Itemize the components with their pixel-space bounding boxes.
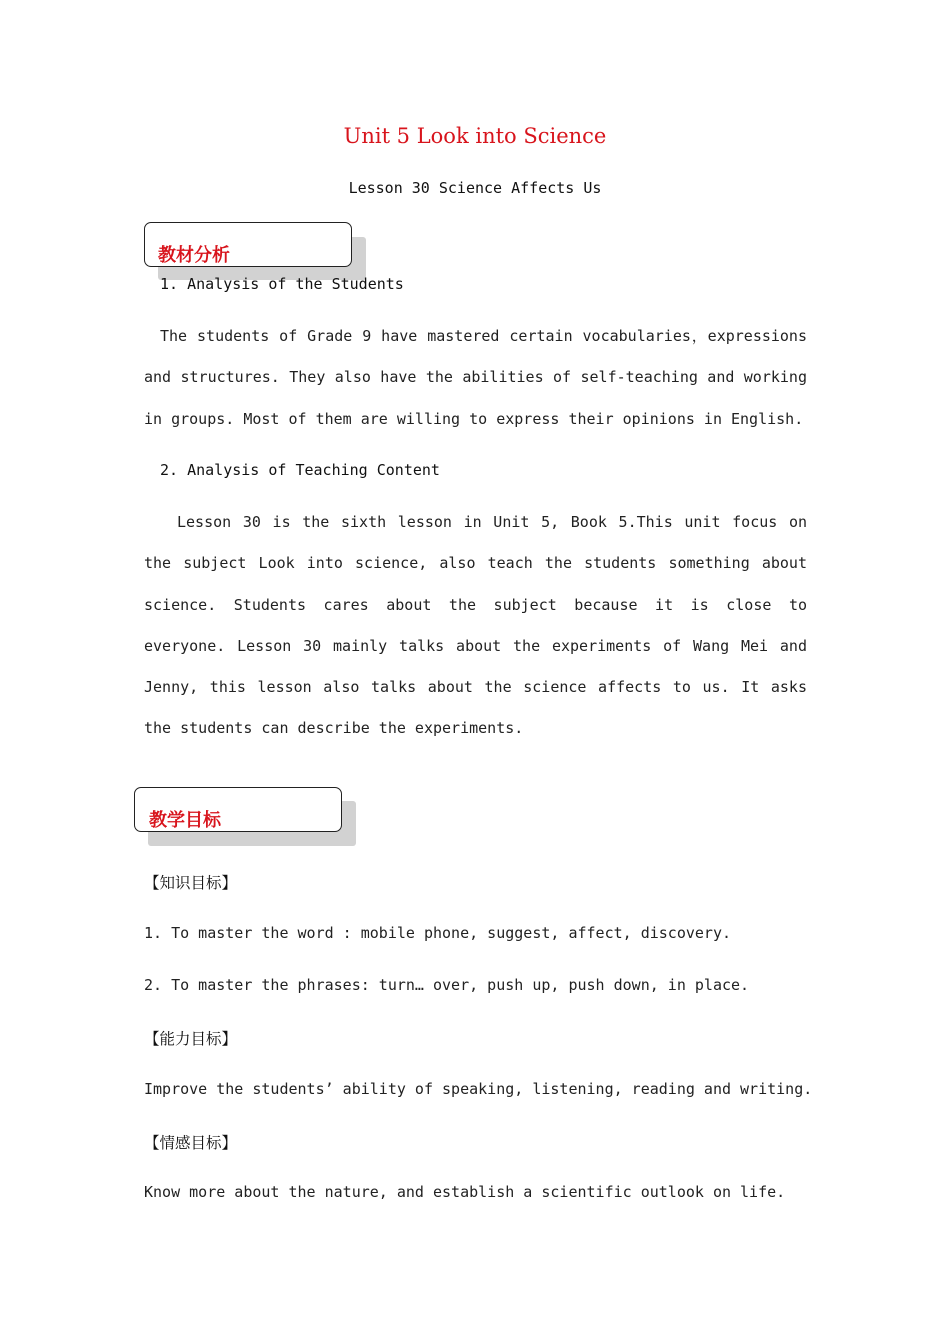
paragraph-content-text: Lesson 30 is the sixth lesson in Unit 5, Book 5.This unit focus on the subject Look into science, also teach the students something about science. Students cares about the subject because it is close to everyone. Lesson 30 mainly talks about the experiments of Wang Mei and Jenny, this lesson also talks about the science affects to us. It asks the students can describe the experiments. (144, 513, 807, 738)
paragraph-content (144, 502, 807, 750)
section-label-analysis: 教材分析 (158, 245, 230, 266)
heading-knowledge-objectives: 【知识目标】 (144, 874, 238, 892)
heading-emotion-objectives: 【情感目标】 (144, 1134, 238, 1152)
section-label-objectives: 教学目标 (149, 810, 221, 831)
objective-item-words: 1. To master the word : mobile phone, suggest, affect, discovery. (144, 924, 731, 942)
objective-item-phrases: 2. To master the phrases: turn… over, push up, push down, in place. (144, 976, 750, 994)
paragraph-students-text: The students of Grade 9 have mastered certain vocabularies，expressions and structures. They also have the abilities of self-teaching and working in groups. Most of them are willing to express their opinions in English. (144, 327, 807, 428)
heading-ability-objectives: 【能力目标】 (144, 1030, 238, 1048)
ability-objective-text: Improve the students’ ability of speaking, listening, reading and writing. (144, 1080, 813, 1098)
subheading-students: 1. Analysis of the Students (160, 275, 404, 293)
subheading-content: 2. Analysis of Teaching Content (160, 461, 440, 479)
unit-title: Unit 5 Look into Science (343, 124, 607, 148)
paragraph-students (144, 316, 807, 440)
emotion-objective-text: Know more about the nature, and establish a scientific outlook on life. (144, 1183, 786, 1201)
lesson-title: Lesson 30 Science Affects Us (348, 179, 602, 197)
